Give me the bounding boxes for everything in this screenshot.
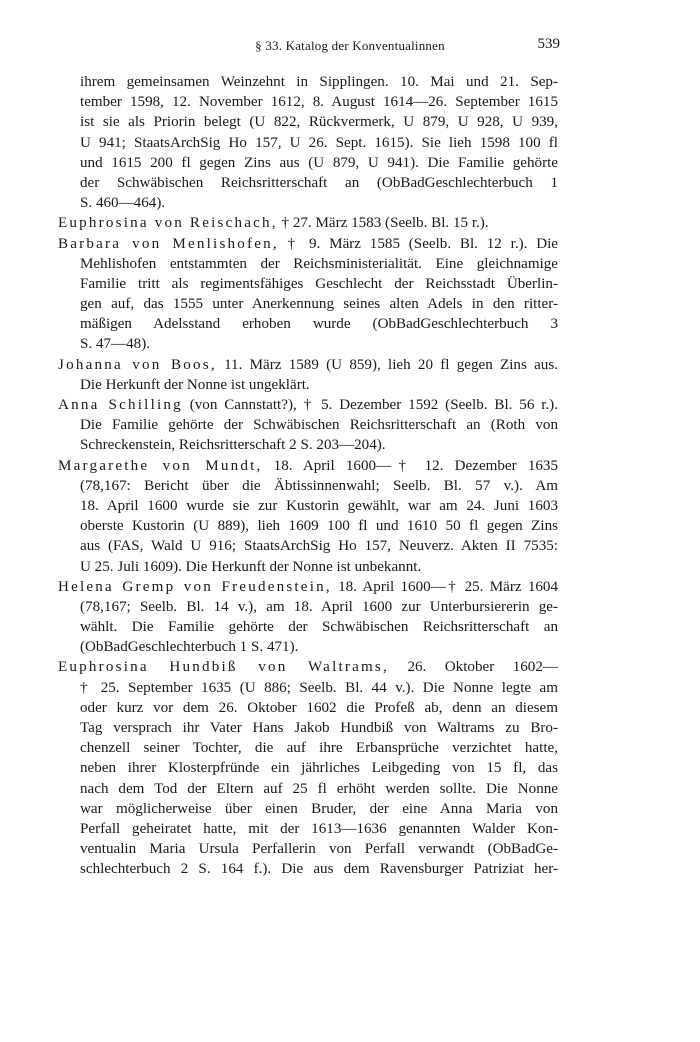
- line-text: U 25. Juli 1609). Die Herkunft der Nonne ist unbekannt.: [80, 558, 422, 575]
- line-text: (ObBadGeschlechterbuch 1 S. 471).: [80, 639, 299, 656]
- line-text: 18. April 1600 wurde sie zur Kustorin gewählt, war am 24. Juni 1603: [80, 497, 558, 514]
- line-text: † 25. September 1635 (U 886; Seelb. Bl. 44 v.). Die Nonne legte am: [80, 679, 558, 696]
- body-text: [58, 72, 558, 880]
- text-line: [58, 153, 558, 173]
- line-text: S. 47—48).: [80, 336, 151, 353]
- line-text: ihrem gemeinsamen Weinzehnt in Sipplingen. 10. Mai und 21. Sep-: [80, 74, 558, 90]
- text-line: [58, 536, 558, 556]
- text-line: [58, 617, 558, 637]
- line-text: S. 460—464).: [80, 195, 166, 212]
- text-line: [58, 133, 558, 153]
- line-text: gen auf, das 1555 unter Anerkennung seines alten Adels in den ritter-: [80, 296, 558, 313]
- line-text: (78,167: Bericht über die Äbtissinnenwahl; Seelb. Bl. 57 v.). Am: [80, 477, 558, 494]
- text-line: [58, 375, 558, 395]
- text-line: [58, 859, 558, 879]
- entry-heading-line: [58, 355, 558, 375]
- entry-heading-line: [58, 456, 558, 476]
- text-line: [58, 254, 558, 274]
- line-text: oberste Kustorin (U 889), lieh 1609 100 fl und 1610 50 fl gegen Zins: [80, 518, 558, 535]
- line-text: 11. März 1589 (U 859), lieh 20 fl gegen Zins aus.: [216, 356, 558, 373]
- text-line: [58, 799, 558, 819]
- running-head: § 33. Katalog der Konventualinnen: [255, 38, 445, 53]
- entry-heading-line: [58, 213, 558, 233]
- line-text: chenzell seiner Tochter, die auf ihre Erbansprüche verzichtet hatte,: [80, 740, 558, 757]
- text-line: [58, 597, 558, 617]
- line-text: Mehlishofen entstammten der Reichsministerialität. Eine gleichnamige: [80, 255, 558, 272]
- person-name: Barbara von Menlishofen,: [58, 235, 279, 252]
- text-line: [58, 779, 558, 799]
- text-line: [58, 758, 558, 778]
- line-text: tember 1598, 12. November 1612, 8. August 1614—26. September 1615: [80, 94, 558, 111]
- line-text: nach dem Tod der Eltern auf 25 fl erhöht werden sollte. Die Nonne: [80, 780, 558, 797]
- text-line: [58, 314, 558, 334]
- line-text: neben ihrer Klosterpfründe ein jährliches Leibgeding von 15 fl, das: [80, 760, 558, 777]
- text-line: [58, 193, 558, 213]
- line-text: schlechterbuch 2 S. 164 f.). Die aus dem Ravensburger Patriziat her-: [80, 861, 558, 878]
- line-text: Die Familie gehörte der Schwäbischen Reichsritterschaft an (Roth von: [80, 417, 558, 434]
- entry-heading-line: [58, 577, 558, 597]
- text-line: [58, 678, 558, 698]
- person-name: Helena Gremp von Freudenstein,: [58, 578, 332, 595]
- line-text: ist sie als Priorin belegt (U 822, Rückvermerk, U 879, U 928, U 939,: [80, 114, 558, 131]
- line-text: war möglicherweise über einen Bruder, der eine Anna Maria von: [80, 800, 558, 817]
- text-line: [58, 516, 558, 536]
- line-text: Tag versprach ihr Vater Hans Jakob Hundbiß von Waltrams zu Bro-: [80, 720, 558, 736]
- text-line: [58, 274, 558, 294]
- person-name: Margarethe von Mundt,: [58, 457, 263, 474]
- person-name: Anna Schilling: [58, 397, 183, 413]
- text-line: [58, 476, 558, 496]
- text-line: [58, 496, 558, 516]
- line-text: Schreckenstein, Reichsritterschaft 2 S. 203—204).: [80, 437, 386, 454]
- entry-heading-line: [58, 395, 558, 415]
- text-line: [58, 698, 558, 718]
- line-text: aus (FAS, Wald U 916; StaatsArchSig Ho 157, Neuverz. Akten II 7535:: [80, 538, 558, 555]
- line-text: wählt. Die Familie gehörte der Schwäbischen Reichsritterschaft an: [80, 619, 558, 636]
- line-text: 26. Oktober 1602—: [388, 659, 558, 676]
- text-line: [58, 112, 558, 132]
- text-line: [58, 173, 558, 193]
- text-line: [58, 557, 558, 577]
- line-text: und 1615 200 fl gegen Zins aus (U 879, U 941). Die Familie gehörte: [80, 154, 558, 171]
- line-text: U 941; StaatsArchSig Ho 157, U 26. Sept. 1615). Sie lieh 1598 100 fl: [80, 134, 558, 151]
- text-line: [58, 839, 558, 859]
- text-line: [58, 72, 558, 92]
- line-text: ventualin Maria Ursula Perfallerin von Perfall verwandt (ObBadGe-: [80, 841, 558, 858]
- person-name: Euphrosina von Reischach,: [58, 215, 278, 232]
- line-text: (78,167; Seelb. Bl. 14 v.), am 18. April 1600 zur Unterbursiererin ge-: [80, 598, 558, 615]
- person-name: Johanna von Boos,: [58, 356, 217, 373]
- line-text: (von Cannstatt?), † 5. Dezember 1592 (Seelb. Bl. 56 r.).: [182, 397, 558, 413]
- text-line: [58, 637, 558, 657]
- page-number: 539: [537, 36, 560, 52]
- text-line: [58, 738, 558, 758]
- text-line: [58, 334, 558, 354]
- text-line: [58, 415, 558, 435]
- line-text: Perfall geheiratet hatte, mit der 1613—1636 genannten Walder Kon-: [80, 820, 558, 837]
- text-line: [58, 718, 558, 738]
- text-line: [58, 435, 558, 455]
- line-text: † 9. März 1585 (Seelb. Bl. 12 r.). Die: [278, 235, 558, 252]
- line-text: 18. April 1600—† 12. Dezember 1635: [262, 457, 559, 474]
- line-text: mäßigen Adelsstand erhoben wurde (ObBadGeschlechterbuch 3: [80, 316, 558, 333]
- line-text: Familie tritt als regimentsfähiges Geschlecht der Reichsstadt Überlin-: [80, 275, 558, 292]
- entry-heading-line: [58, 234, 558, 254]
- line-text: Die Herkunft der Nonne ist ungeklärt.: [80, 376, 310, 393]
- text-line: [58, 819, 558, 839]
- line-text: † 27. März 1583 (Seelb. Bl. 15 r.).: [277, 215, 489, 232]
- person-name: Euphrosina Hundbiß von Waltrams,: [58, 659, 389, 676]
- text-line: [58, 294, 558, 314]
- text-line: [58, 92, 558, 112]
- line-text: oder kurz vor dem 26. Oktober 1602 die Profeß ab, denn an diesem: [80, 699, 558, 716]
- entry-heading-line: [58, 657, 558, 677]
- line-text: 18. April 1600—† 25. März 1604: [331, 578, 559, 595]
- line-text: der Schwäbischen Reichsritterschaft an (ObBadGeschlechterbuch 1: [80, 174, 558, 191]
